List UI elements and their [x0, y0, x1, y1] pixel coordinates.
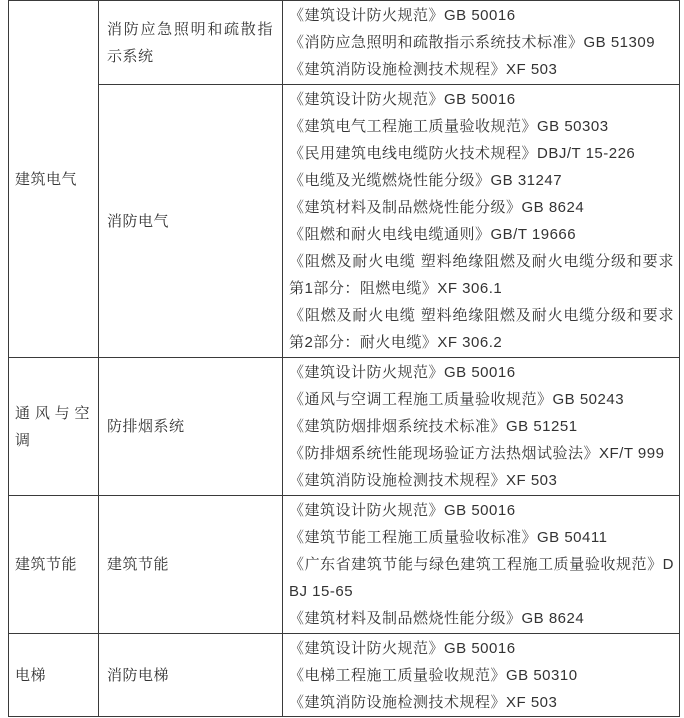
category-label: 电梯: [15, 667, 47, 684]
standard-reference: 《阻燃和耐火电线电缆通则》GB/T 19666: [289, 226, 577, 243]
table-row: [9, 496, 680, 634]
standard-reference: 《建筑消防设施检测技术规程》XF 503: [289, 61, 558, 78]
standard-reference: 《建筑消防设施检测技术规程》XF 503: [289, 694, 558, 711]
standard-reference: 《电缆及光缆燃烧性能分级》GB 31247: [289, 172, 563, 189]
category-cell: [9, 496, 99, 634]
standards-table: [8, 0, 680, 717]
system-cell: [99, 1, 283, 85]
standard-reference: 《建筑节能工程施工质量验收标准》GB 50411: [289, 529, 608, 546]
standards-cell: [283, 85, 680, 358]
standards-cell: [283, 358, 680, 496]
category-cell: [9, 1, 99, 358]
standard-reference: 《建筑消防设施检测技术规程》XF 503: [289, 472, 558, 489]
table-row: [9, 358, 680, 496]
standard-reference: 《建筑防烟排烟系统技术标准》GB 51251: [289, 418, 578, 435]
system-cell: [99, 358, 283, 496]
standards-cell: [283, 496, 680, 634]
standard-reference: 《防排烟系统性能现场验证方法热烟试验法》XF/T 999: [289, 445, 665, 462]
system-label: 消防应急照明和疏散指示系统: [107, 20, 273, 65]
category-cell: [9, 358, 99, 496]
system-cell: [99, 85, 283, 358]
standard-reference: 《建筑材料及制品燃烧性能分级》GB 8624: [289, 199, 585, 216]
system-label: 建筑节能: [107, 556, 170, 573]
standards-cell: [283, 634, 680, 717]
category-cell: [9, 634, 99, 717]
standard-reference: 《建筑设计防火规范》GB 50016: [289, 640, 516, 657]
standard-reference: 《建筑设计防火规范》GB 50016: [289, 502, 516, 519]
standard-reference: 《建筑设计防火规范》GB 50016: [289, 91, 516, 108]
table-row: [9, 85, 680, 358]
standards-cell: [283, 1, 680, 85]
standard-reference: 《阻燃及耐火电缆 塑料绝缘阻燃及耐火电缆分级和要求 第2部分：耐火电缆》XF 306.2: [289, 307, 674, 351]
table-row: [9, 1, 680, 85]
category-label: 通风与空调: [15, 404, 90, 449]
system-cell: [99, 634, 283, 717]
standard-reference: 《建筑设计防火规范》GB 50016: [289, 7, 516, 24]
standard-reference: 《通风与空调工程施工质量验收规范》GB 50243: [289, 391, 625, 408]
standard-reference: 《电梯工程施工质量验收规范》GB 50310: [289, 667, 578, 684]
category-label: 建筑电气: [15, 170, 78, 188]
system-label: 消防电气: [107, 212, 170, 230]
standard-reference: 《建筑设计防火规范》GB 50016: [289, 364, 516, 381]
system-label: 消防电梯: [107, 667, 170, 684]
standard-reference: 《建筑电气工程施工质量验收规范》GB 50303: [289, 118, 609, 135]
category-label: 建筑节能: [15, 556, 78, 573]
standard-reference: 《建筑材料及制品燃烧性能分级》GB 8624: [289, 610, 585, 627]
standard-reference: 《民用建筑电线电缆防火技术规程》DBJ/T 15-226: [289, 145, 636, 162]
table-row: [9, 634, 680, 717]
system-cell: [99, 496, 283, 634]
system-label: 防排烟系统: [107, 418, 185, 435]
standard-reference: 《消防应急照明和疏散指示系统技术标准》GB 51309: [289, 34, 656, 51]
standard-reference: 《阻燃及耐火电缆 塑料绝缘阻燃及耐火电缆分级和要求 第1部分：阻燃电缆》XF 306.1: [289, 253, 674, 297]
standard-reference: 《广东省建筑节能与绿色建筑工程施工质量验收规范》DBJ 15-65: [289, 556, 674, 600]
